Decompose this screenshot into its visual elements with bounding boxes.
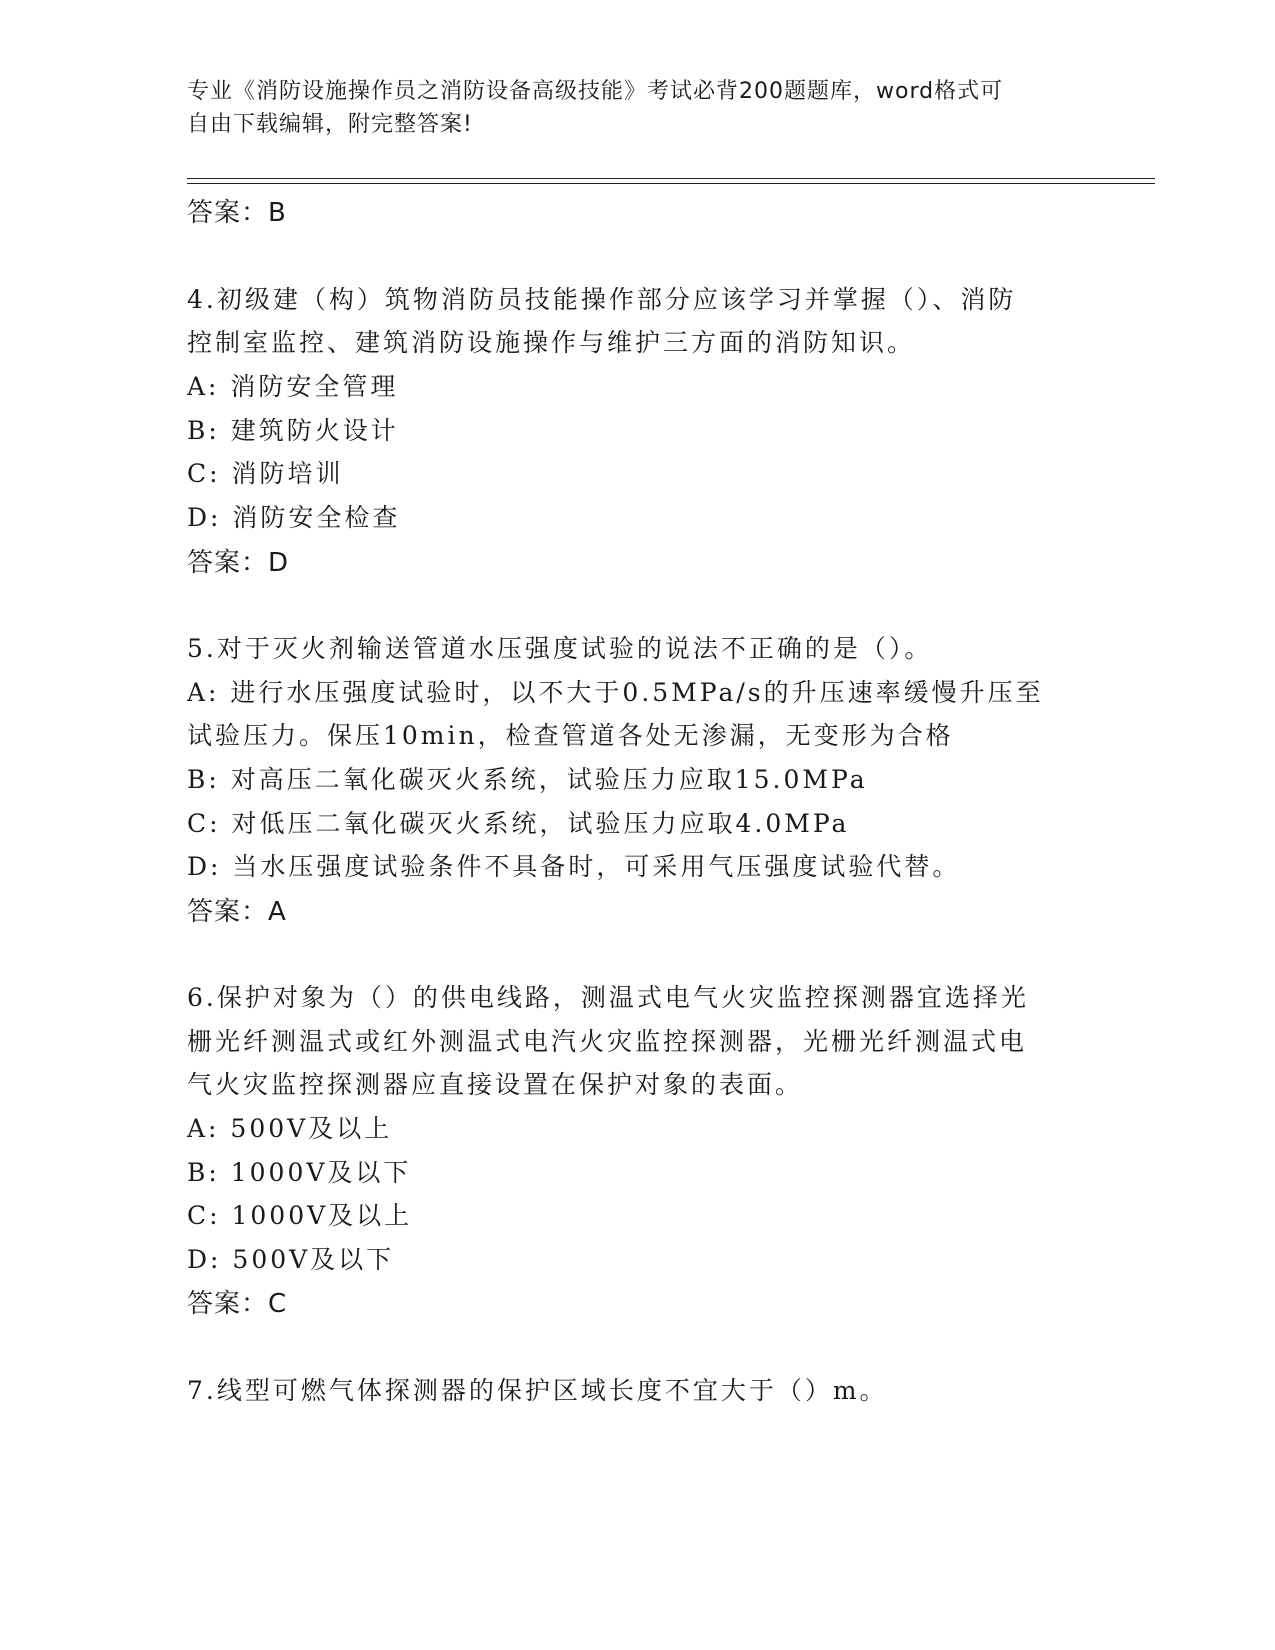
q6-option-d: D: 500V及以下 [187, 1245, 395, 1274]
answer-q4: 答案：D [187, 548, 290, 578]
q5-option-c: C: 对低压二氧化碳灭火系统，试验压力应取4.0MPa [187, 809, 850, 838]
q4-option-c: C: 消防培训 [187, 459, 344, 488]
q4-option-a: A: 消防安全管理 [187, 372, 399, 401]
q4-option-b: B: 建筑防火设计 [187, 416, 399, 445]
header-divider-bottom [187, 183, 1155, 184]
answer-q5: 答案：A [187, 897, 287, 927]
q4-stem-line-1: 4.初级建（构）筑物消防员技能操作部分应该学习并掌握（）、消防 [187, 285, 1017, 314]
q5-stem-line-1: 5.对于灭火剂输送管道水压强度试验的说法不正确的是（）。 [187, 634, 933, 663]
q6-stem-line-3: 气火灾监控探测器应直接设置在保护对象的表面。 [187, 1070, 804, 1099]
header-line-2: 自由下载编辑，附完整答案! [187, 112, 473, 137]
q6-option-b: B: 1000V及以下 [187, 1158, 412, 1187]
q7-stem-line-1: 7.线型可燃气体探测器的保护区域长度不宜大于（）m。 [187, 1376, 888, 1405]
q5-option-a-line-1: A: 进行水压强度试验时，以不大于0.5MPa/s的升压速率缓慢升压至 [187, 678, 1044, 707]
q5-option-a-line-2: 试验压力。保压10min，检查管道各处无渗漏，无变形为合格 [187, 721, 954, 750]
q4-option-d: D: 消防安全检查 [187, 503, 401, 532]
answer-q6: 答案：C [187, 1289, 288, 1319]
q5-option-b: B: 对高压二氧化碳灭火系统，试验压力应取15.0MPa [187, 765, 868, 794]
q6-option-a: A: 500V及以上 [187, 1114, 393, 1143]
q5-option-d: D: 当水压强度试验条件不具备时，可采用气压强度试验代替。 [187, 852, 961, 881]
document-header [187, 75, 1067, 141]
header-divider-top [187, 178, 1155, 179]
header-line-1: 专业《消防设施操作员之消防设备高级技能》考试必背200题题库，word格式可 [187, 79, 1004, 104]
q6-stem-line-1: 6.保护对象为（）的供电线路，测温式电气火灾监控探测器宜选择光 [187, 983, 1029, 1012]
q6-option-c: C: 1000V及以上 [187, 1201, 413, 1230]
q4-stem-line-2: 控制室监控、建筑消防设施操作与维护三方面的消防知识。 [187, 328, 916, 357]
answer-q3: 答案：B [187, 198, 287, 228]
q6-stem-line-2: 栅光纤测温式或红外测温式电汽火灾监控探测器，光栅光纤测温式电 [187, 1027, 1028, 1056]
